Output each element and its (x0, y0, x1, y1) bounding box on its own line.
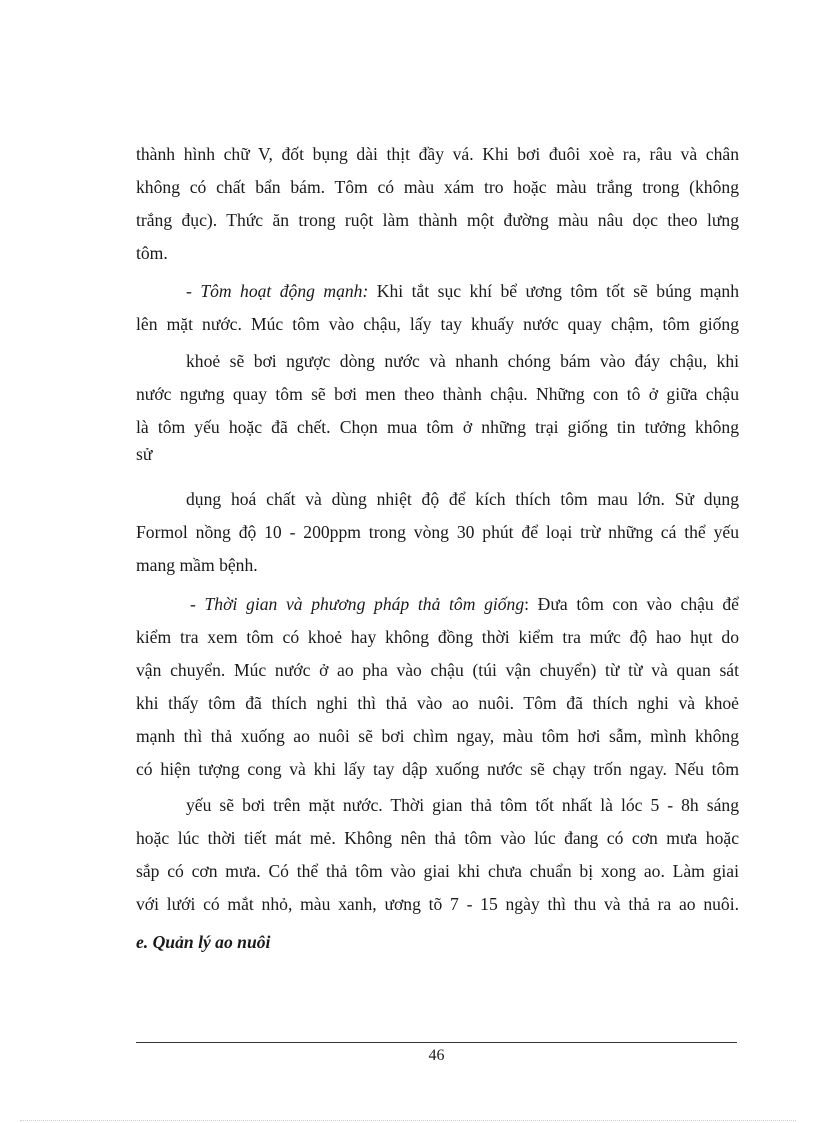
footer-divider (136, 1042, 737, 1043)
text-line: là tôm yếu hoặc đã chết. Chọn mua tôm ở những trại giống tin tưởng không (136, 417, 739, 437)
page-number: 46 (428, 1047, 445, 1064)
text-line: khi thấy tôm đã thích nghi thì thả vào ao nuôi. Tôm đã thích nghi và khoẻ (136, 693, 739, 713)
section-heading: e. Quản lý ao nuôi (136, 932, 271, 952)
text-line-bullet (186, 280, 739, 302)
bullet-title: Tôm hoạt động mạnh: (200, 281, 369, 301)
text-line: Formol nồng độ 10 - 200ppm trong vòng 30 phút để loại trừ những cá thể yếu (136, 522, 739, 542)
text-line: sử (136, 444, 153, 464)
text-line: sắp có cơn mưa. Có thể thả tôm vào giai khi chưa chuẩn bị xong ao. Làm giai (136, 861, 739, 881)
text-line: lên mặt nước. Múc tôm vào chậu, lấy tay khuấy nước quay chậm, tôm giống (136, 314, 739, 334)
text-line: thành hình chữ V, đốt bụng dài thịt đầy vá. Khi bơi đuôi xoè ra, râu và chân (136, 144, 739, 164)
bullet-title: Thời gian và phương pháp thả tôm giống (204, 594, 525, 614)
text-line: dụng hoá chất và dùng nhiệt độ để kích thích tôm mau lớn. Sử dụng (186, 489, 739, 509)
text-line: không có chất bẩn bám. Tôm có màu xám tro hoặc màu trắng trong (không (136, 177, 739, 197)
text-line: có hiện tượng cong và khi lấy tay dập xuống nước sẽ chạy trốn ngay. Nếu tôm (136, 759, 739, 779)
text-line: nước ngưng quay tôm sẽ bơi men theo thành chậu. Những con tô ở giữa chậu (136, 384, 739, 404)
text-line: mang mầm bệnh. (136, 555, 258, 575)
text-line: yếu sẽ bơi trên mặt nước. Thời gian thả tôm tốt nhất là lóc 5 - 8h sáng (186, 795, 739, 815)
bullet-text: Khi tắt sục khí bể ương tôm tốt sẽ búng mạnh (368, 281, 739, 301)
text-line: khoẻ sẽ bơi ngược dòng nước và nhanh chóng bám vào đáy chậu, khi (186, 351, 739, 371)
text-line-bullet (190, 593, 739, 615)
bullet-dash: - (190, 594, 205, 614)
text-line: hoặc lúc thời tiết mát mẻ. Không nên thả tôm vào lúc đang có cơn mưa hoặc (136, 828, 739, 848)
text-line: kiểm tra xem tôm có khoẻ hay không đồng thời kiểm tra mức độ hao hụt do (136, 627, 739, 647)
text-line: vận chuyển. Múc nước ở ao pha vào chậu (túi vận chuyển) từ từ và quan sát (136, 660, 739, 680)
text-line: tôm. (136, 243, 168, 263)
bullet-text: : Đưa tôm con vào chậu để (524, 594, 739, 614)
text-line: với lưới có mắt nhỏ, màu xanh, ương tõ 7 - 15 ngày thì thu và thả ra ao nuôi. (136, 894, 739, 914)
text-line: mạnh thì thả xuống ao nuôi sẽ bơi chìm ngay, màu tôm hơi sẫm, mình không (136, 726, 739, 746)
text-line: trắng đục). Thức ăn trong ruột làm thành một đường màu nâu dọc theo lưng (136, 210, 739, 230)
bullet-dash: - (186, 281, 201, 301)
page-edge-dots (20, 1120, 796, 1121)
